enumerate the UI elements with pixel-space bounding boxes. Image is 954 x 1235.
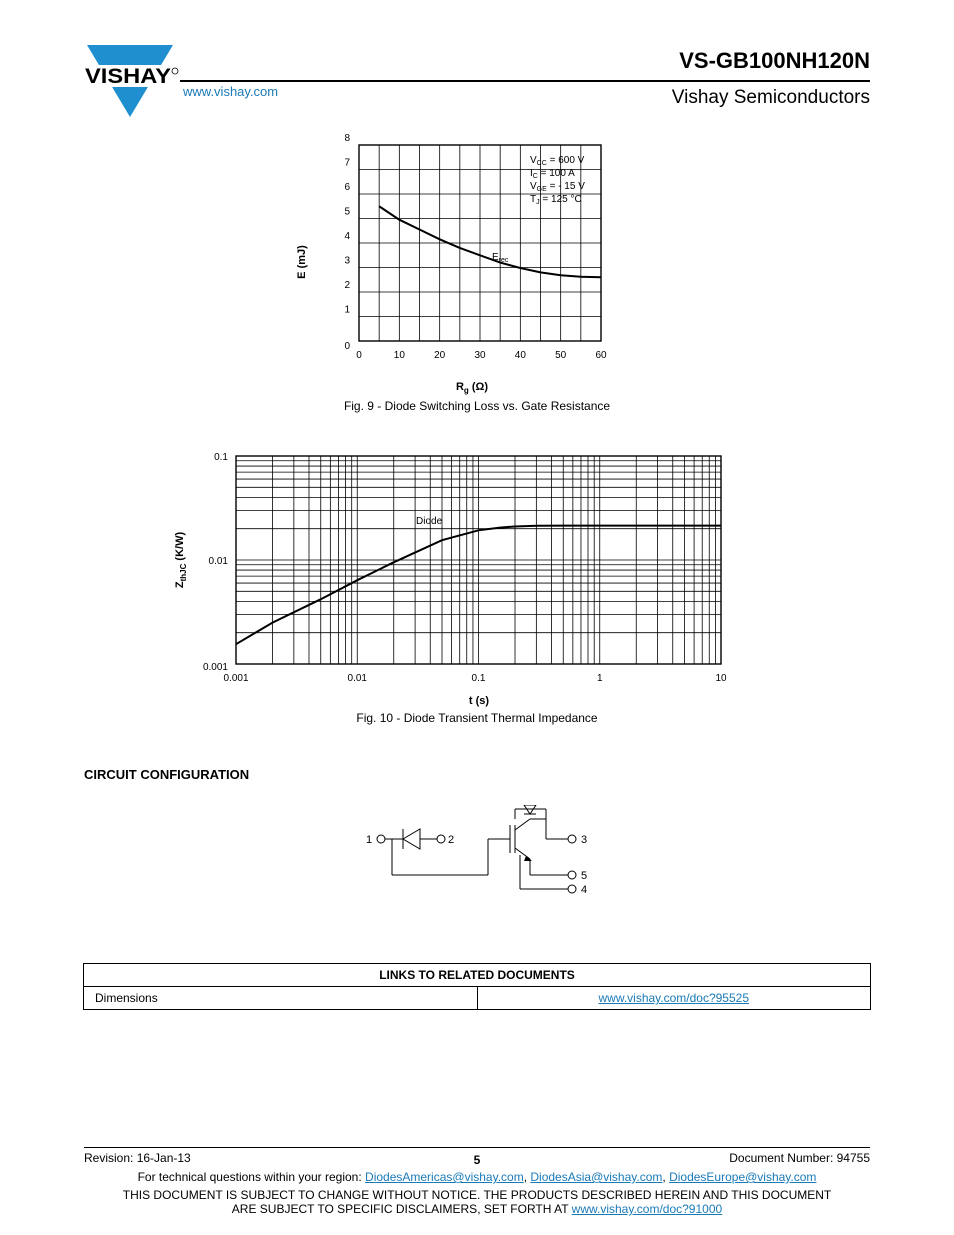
- header-rule: [180, 80, 870, 82]
- fig9-chart: [280, 130, 640, 400]
- fig10-xtick-label: 0.1: [471, 673, 486, 684]
- fig9-ylabel: E (mJ): [296, 245, 308, 279]
- links-table-header-row: [84, 964, 871, 987]
- svg-text:VCC = 600 V: $V_{CC} = 600$ V: [530, 155, 585, 167]
- fig9-ytick-label: 2: [344, 280, 350, 291]
- fig9-caption: Fig. 9 - Diode Switching Loss vs. Gate Resistance: [343, 399, 611, 413]
- fig9-xlabel: $R_g$ (Ω): [455, 381, 489, 395]
- fig9-conditions: [530, 155, 585, 206]
- brand-wordmark: VISHAY: [85, 65, 171, 88]
- fig10-ytick-label: 0.01: [208, 556, 228, 567]
- circuit-diagram: [360, 805, 600, 900]
- part-number: VS-GB100NH120N: [679, 48, 870, 73]
- fig10-xtick-label: 0.001: [223, 673, 249, 684]
- circuit-section-title: CIRCUIT CONFIGURATION: [84, 767, 250, 782]
- document-number: Document Number: 94755: [729, 1151, 870, 1165]
- fig10-xtick-label: 10: [715, 673, 727, 684]
- pin-3-label: 3: [581, 834, 588, 846]
- tech-questions: [0, 1170, 954, 1184]
- pin-1-terminal: [377, 835, 385, 843]
- disclaimer-line-1: THIS DOCUMENT IS SUBJECT TO CHANGE WITHOUT NOTICE. THE PRODUCTS DESCRIBED HEREIN AND THIS DOCUMENT: [122, 1188, 832, 1202]
- email-americas[interactable]: DiodesAmericas@vishay.com: [365, 1170, 524, 1184]
- fig10-ylabel: $Z_{thJC}$ (K/W): [174, 531, 188, 589]
- fig9-ytick-label: 4: [344, 231, 350, 242]
- fig9-xtick-label: 0: [356, 350, 362, 361]
- fig10-chart: [165, 442, 740, 712]
- links-table-header: LINKS TO RELATED DOCUMENTS: [84, 964, 871, 987]
- email-asia[interactable]: DiodesAsia@vishay.com: [530, 1170, 663, 1184]
- fig10-xlabel: t (s): [468, 695, 490, 707]
- fig10-ytick-label: 0.1: [214, 452, 228, 463]
- diode-series-label: Diode: [416, 516, 443, 527]
- fig9-ytick-label: 1: [344, 304, 350, 316]
- fig10-xtick-label: 0.01: [347, 673, 367, 684]
- page-number: 5: [473, 1153, 481, 1167]
- fig9-ytick-label: 0: [344, 341, 350, 352]
- email-europe[interactable]: DiodesEurope@vishay.com: [669, 1170, 817, 1184]
- pin-1-label: 1: [366, 834, 373, 846]
- fig9-xtick-label: 60: [595, 350, 607, 361]
- pin-3-terminal: [568, 835, 576, 843]
- dimensions-link[interactable]: www.vishay.com/doc?95525: [598, 991, 750, 1005]
- revision: Revision: 16-Jan-13: [84, 1151, 191, 1165]
- pin-5-terminal: [568, 871, 576, 879]
- fig9-ytick-label: 5: [344, 206, 350, 218]
- dimensions-label: Dimensions: [84, 987, 478, 1010]
- disclaimer-line-2: [0, 1202, 954, 1216]
- svg-text:IC = 100 A: $I_C = 100$ A: [530, 168, 575, 180]
- fig9-xtick-label: 50: [555, 350, 567, 361]
- website-link[interactable]: www.vishay.com: [183, 84, 279, 99]
- fig9-ytick-label: 3: [344, 255, 350, 267]
- fig9-xtick-label: 20: [434, 350, 446, 361]
- fig9-ytick-label: 8: [344, 133, 350, 144]
- pin-2-label: 2: [448, 834, 455, 846]
- fig9-xtick-label: 40: [514, 350, 526, 361]
- pin-2-terminal: [437, 835, 445, 843]
- fig10-caption: Fig. 10 - Diode Transient Thermal Impedance: [356, 711, 598, 725]
- erec-curve: [379, 206, 601, 277]
- dimensions-link-cell: [477, 987, 871, 1010]
- svg-text:TJ = 125 °C: $T_J = 125$ °C: [530, 194, 582, 206]
- svg-text:VGE = - 15 V: $V_{GE}$ = - 15 V: [530, 181, 585, 193]
- fig9-ytick-label: 7: [344, 157, 350, 169]
- vishay-logo: [83, 43, 179, 119]
- fig10-ytick-label: 0.001: [202, 662, 228, 673]
- fig9-ytick-label: 6: [344, 182, 350, 193]
- tech-prefix: For technical questions within your region:: [137, 1170, 366, 1184]
- company-name: Vishay Semiconductors: [671, 87, 870, 108]
- email-sep-1: ,: [523, 1170, 531, 1184]
- pin-4-terminal: [568, 885, 576, 893]
- disclaimer-link[interactable]: www.vishay.com/doc?91000: [571, 1202, 723, 1216]
- links-table: [83, 963, 871, 1010]
- email-sep-2: ,: [662, 1170, 670, 1184]
- fig9-xtick-label: 30: [474, 350, 486, 361]
- disclaimer-text: ARE SUBJECT TO SPECIFIC DISCLAIMERS, SET FORTH AT: [231, 1202, 572, 1216]
- fig9-xtick-label: 10: [393, 350, 405, 361]
- fig10-xtick-label: 1: [596, 673, 603, 684]
- pin-5-label: 5: [581, 870, 588, 882]
- table-row: [84, 987, 871, 1010]
- footer-rule: [84, 1147, 870, 1148]
- erec-series-label: $E_{rec}$: [492, 252, 509, 264]
- pin-4-label: 4: [581, 884, 588, 896]
